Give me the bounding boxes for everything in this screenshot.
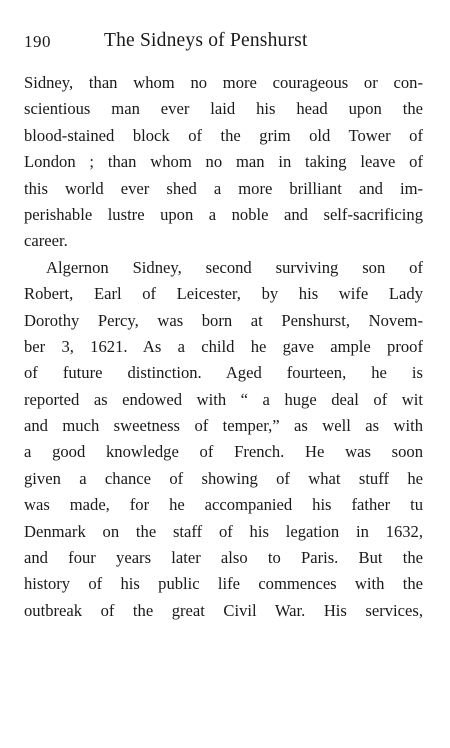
text-line: ber 3, 1621. As a child he gave ample proof [24,336,423,356]
body-text [24,70,423,624]
text-line: history of his public life commences with the [24,574,423,594]
text-line: of future distinction. Aged fourteen, he is [24,363,423,383]
text-line: perishable lustre upon a noble and self-sacrificing [24,204,423,224]
text-line: given a chance of showing of what stuff he [24,468,423,488]
text-line: Denmark on the staff of his legation in 1632, [24,521,423,541]
page-header [24,30,424,56]
paragraph-1 [24,70,423,255]
text-line: Robert, Earl of Leicester, by his wife Lady [24,284,423,304]
text-line: a good knowledge of French. He was soon [24,442,423,462]
paragraph-2 [24,255,423,624]
text-line: scientious man ever laid his head upon the [24,99,423,119]
text-line: and much sweetness of temper,” as well as with [24,416,423,436]
text-line: Algernon Sidney, second surviving son of [46,257,423,277]
text-line: was made, for he accompanied his father tu [24,495,423,515]
page-number: 190 [24,32,51,51]
text-line: reported as endowed with “ a huge deal of wit [24,389,423,409]
text-line: Sidney, than whom no more courageous or con- [24,73,423,92]
text-line: blood-stained block of the grim old Tower of [24,125,423,145]
text-line: this world ever shed a more brilliant and im- [24,178,423,198]
text-line: London ; than whom no man in taking leave of [24,152,423,172]
text-line: and four years later also to Paris. But the [24,548,423,568]
text-line: outbreak of the great Civil War. His services, [24,600,423,620]
text-line: career. [24,231,68,251]
running-head: The Sidneys of Penshurst [104,30,308,51]
text-line: Dorothy Percy, was born at Penshurst, Novem- [24,310,423,330]
